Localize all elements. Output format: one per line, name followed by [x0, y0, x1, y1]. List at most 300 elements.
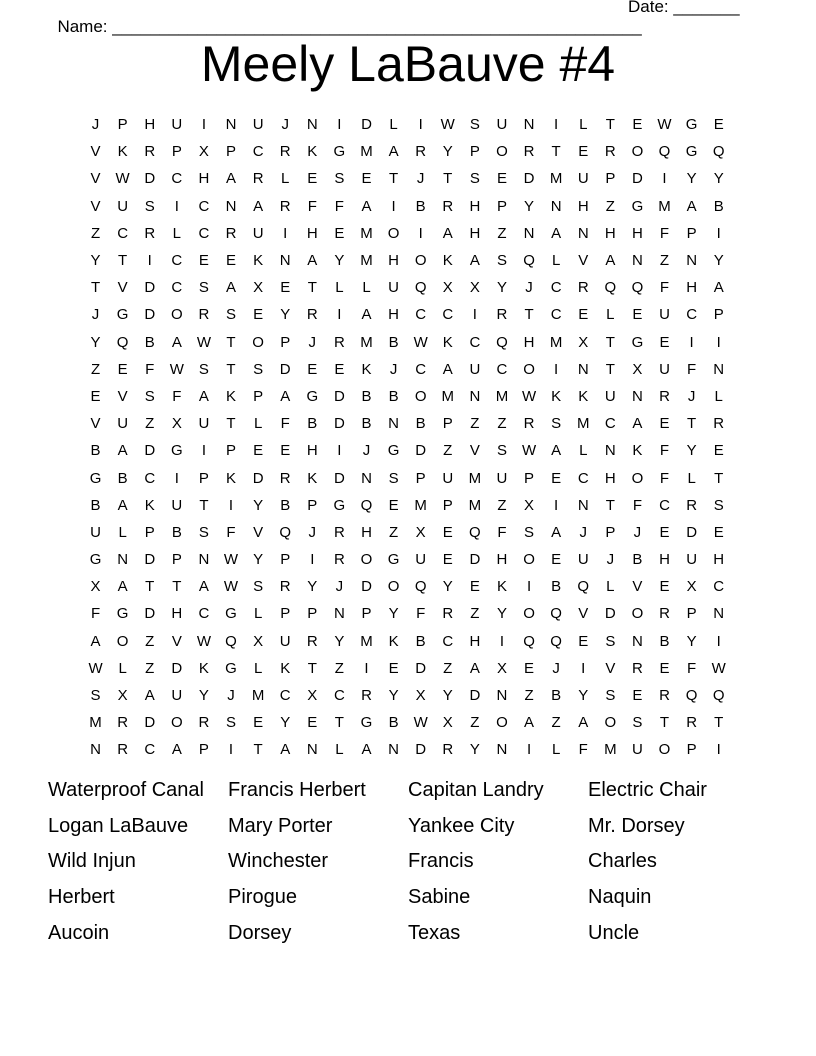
grid-letter: Q	[225, 632, 237, 650]
grid-letter: M	[495, 387, 509, 405]
grid-letter: E	[659, 578, 670, 596]
grid-letter: M	[360, 333, 373, 351]
grid-letter: T	[253, 741, 263, 759]
grid-letter: J	[416, 170, 425, 188]
grid-letter: T	[199, 496, 209, 514]
grid-letter: G	[360, 714, 373, 732]
grid-letter: H	[144, 116, 156, 134]
grid-letter: Q	[116, 333, 129, 351]
grid-letter: Z	[497, 224, 507, 242]
grid-letter: H	[388, 252, 399, 270]
grid-letter: W	[413, 333, 428, 351]
grid-letter: A	[171, 333, 182, 351]
word-list-item: Francis	[408, 850, 474, 873]
grid-letter: E	[307, 360, 318, 378]
grid-letter: N	[496, 741, 508, 759]
grid-letter: E	[334, 360, 345, 378]
grid-letter: H	[577, 197, 589, 215]
grid-letter: G	[89, 469, 102, 487]
grid-letter: O	[387, 224, 400, 242]
grid-letter: R	[198, 714, 210, 732]
grid-letter: E	[713, 523, 724, 541]
grid-letter: Y	[90, 252, 101, 270]
grid-letter: B	[361, 415, 372, 433]
grid-letter: A	[198, 387, 209, 405]
grid-letter: U	[469, 360, 481, 378]
grid-letter: E	[388, 659, 399, 677]
grid-letter: E	[578, 632, 589, 650]
grid-letter: O	[414, 387, 427, 405]
word-list-item: Waterproof Canal	[48, 779, 204, 801]
grid-letter: T	[388, 170, 399, 188]
grid-letter: A	[578, 714, 589, 732]
grid-letter: D	[415, 442, 427, 460]
grid-letter: M	[251, 687, 265, 705]
grid-letter: N	[90, 741, 101, 759]
grid-letter: E	[361, 170, 372, 188]
grid-letter: U	[252, 224, 264, 242]
grid-letter: Y	[469, 741, 480, 759]
grid-letter: Q	[550, 605, 562, 623]
grid-letter: D	[144, 279, 156, 297]
grid-letter: Y	[713, 252, 724, 270]
grid-letter: I	[716, 632, 721, 650]
grid-letter: N	[577, 360, 589, 378]
grid-letter: S	[334, 170, 345, 188]
grid-letter: I	[201, 116, 206, 134]
grid-letter: Z	[605, 197, 615, 215]
grid-letter: L	[687, 469, 696, 487]
grid-letter: B	[144, 333, 155, 351]
grid-letter: D	[604, 605, 616, 623]
grid-letter: P	[307, 605, 318, 623]
grid-letter: Y	[388, 687, 399, 705]
grid-letter: Z	[470, 605, 480, 623]
grid-letter: B	[361, 387, 372, 405]
grid-letter: N	[333, 605, 345, 623]
grid-letter: C	[171, 279, 183, 297]
grid-letter: O	[523, 605, 535, 623]
grid-letter: K	[280, 659, 291, 677]
grid-letter: R	[713, 415, 725, 433]
grid-letter: R	[604, 143, 616, 161]
grid-letter: Y	[442, 578, 453, 596]
grid-letter: Q	[658, 143, 671, 161]
grid-letter: W	[521, 387, 537, 405]
grid-letter: R	[144, 224, 156, 242]
grid-letter: E	[578, 143, 589, 161]
grid-letter: M	[468, 496, 482, 514]
grid-row	[82, 628, 732, 655]
grid-letter: X	[253, 279, 264, 297]
grid-letter: Y	[307, 578, 318, 596]
grid-letter: A	[361, 741, 372, 759]
grid-letter: X	[496, 659, 507, 677]
grid-letter: M	[549, 333, 563, 351]
grid-letter: C	[198, 197, 210, 215]
grid-letter: J	[633, 523, 642, 541]
grid-letter: R	[442, 605, 454, 623]
grid-letter: T	[307, 279, 317, 297]
grid-letter: I	[554, 116, 559, 134]
grid-letter: I	[228, 741, 234, 759]
grid-letter: Z	[90, 360, 101, 378]
grid-letter: F	[632, 496, 642, 514]
grid-letter: N	[713, 605, 725, 623]
grid-letter: A	[551, 523, 562, 541]
grid-letter: O	[387, 578, 400, 596]
grid-letter: N	[686, 252, 698, 270]
grid-letter: D	[632, 170, 643, 188]
grid-row	[82, 682, 732, 709]
grid-letter: P	[686, 741, 697, 759]
grid-letter: F	[578, 741, 588, 759]
grid-letter: E	[469, 578, 480, 596]
grid-letter: U	[442, 469, 454, 487]
grid-letter: A	[551, 442, 562, 460]
grid-letter: T	[172, 578, 182, 596]
grid-letter: I	[201, 442, 206, 460]
grid-letter: U	[117, 197, 129, 215]
grid-letter: S	[632, 714, 643, 732]
grid-letter: R	[279, 197, 291, 215]
grid-letter: I	[147, 252, 152, 270]
grid-letter: O	[631, 469, 644, 487]
grid-letter: T	[443, 170, 453, 188]
grid-letter: D	[144, 170, 156, 188]
grid-letter: O	[360, 551, 373, 569]
grid-letter: A	[280, 741, 291, 759]
grid-row	[82, 464, 732, 491]
grid-letter: O	[631, 605, 644, 623]
grid-letter: T	[605, 496, 615, 514]
grid-letter: L	[606, 578, 615, 596]
grid-letter: I	[364, 659, 369, 677]
grid-letter: R	[279, 143, 291, 161]
grid-letter: R	[632, 659, 643, 677]
grid-letter: P	[226, 442, 237, 460]
grid-letter: F	[307, 197, 317, 215]
grid-letter: X	[524, 496, 535, 514]
grid-letter: Q	[496, 333, 508, 351]
grid-letter: I	[418, 116, 423, 134]
grid-letter: O	[170, 306, 183, 324]
grid-letter: Q	[523, 632, 535, 650]
grid-letter: A	[469, 659, 480, 677]
grid-letter: T	[524, 306, 534, 324]
word-list-item: Francis Herbert	[228, 779, 366, 801]
grid-letter: I	[174, 469, 179, 487]
grid-letter: A	[686, 197, 697, 215]
grid-letter: T	[90, 279, 101, 297]
grid-row	[82, 492, 732, 519]
grid-letter: A	[361, 197, 372, 215]
grid-letter: O	[523, 360, 535, 378]
grid-letter: T	[307, 659, 317, 677]
grid-letter: J	[227, 687, 235, 705]
grid-letter: E	[659, 523, 670, 541]
grid-letter: R	[333, 551, 345, 569]
grid-letter: N	[496, 687, 508, 705]
grid-letter: N	[604, 442, 616, 460]
grid-letter: I	[526, 578, 532, 596]
grid-letter: S	[388, 469, 399, 487]
grid-letter: X	[415, 523, 426, 541]
grid-letter: L	[606, 306, 615, 324]
grid-letter: J	[335, 578, 344, 596]
grid-letter: S	[524, 523, 535, 541]
grid-row	[82, 111, 732, 138]
grid-row	[82, 301, 732, 328]
word-list-item: Capitan Landry	[408, 779, 544, 801]
grid-letter: L	[551, 252, 561, 270]
grid-letter: H	[496, 551, 508, 569]
grid-letter: Y	[686, 170, 697, 188]
grid-letter: I	[716, 333, 721, 351]
grid-row	[82, 247, 732, 274]
grid-letter: K	[117, 143, 128, 161]
date-field-label: Date: _______	[628, 0, 740, 16]
grid-letter: P	[280, 605, 291, 623]
grid-letter: P	[198, 741, 209, 759]
grid-letter: P	[605, 170, 616, 188]
grid-letter: Z	[443, 442, 453, 460]
grid-letter: B	[415, 197, 426, 215]
grid-letter: D	[686, 523, 698, 541]
grid-letter: U	[252, 116, 264, 134]
grid-letter: R	[659, 687, 670, 705]
grid-letter: B	[388, 714, 399, 732]
grid-letter: V	[632, 578, 643, 596]
grid-letter: A	[198, 578, 209, 596]
grid-letter: R	[306, 306, 318, 324]
grid-letter: L	[253, 605, 263, 623]
grid-letter: X	[253, 632, 264, 650]
grid-letter: F	[280, 415, 290, 433]
grid-letter: C	[279, 687, 291, 705]
grid-row	[82, 165, 732, 192]
grid-letter: C	[252, 143, 264, 161]
grid-letter: S	[713, 496, 724, 514]
grid-letter: N	[361, 469, 372, 487]
grid-letter: G	[116, 605, 129, 623]
grid-letter: V	[469, 442, 480, 460]
grid-letter: P	[117, 116, 128, 134]
grid-letter: D	[361, 578, 372, 596]
grid-letter: C	[604, 415, 616, 433]
grid-row	[82, 655, 732, 682]
grid-letter: K	[361, 360, 372, 378]
grid-letter: D	[144, 605, 156, 623]
grid-letter: U	[496, 469, 508, 487]
grid-letter: P	[524, 469, 535, 487]
grid-letter: K	[307, 143, 318, 161]
grid-letter: H	[469, 197, 481, 215]
grid-letter: E	[253, 306, 264, 324]
letter-grid	[82, 111, 732, 764]
grid-letter: Z	[388, 523, 399, 541]
grid-letter: C	[198, 605, 210, 623]
grid-letter: V	[605, 659, 616, 677]
grid-letter: G	[631, 197, 644, 215]
grid-letter: U	[686, 551, 698, 569]
grid-letter: G	[631, 333, 644, 351]
grid-letter: N	[225, 116, 237, 134]
grid-letter: C	[469, 333, 481, 351]
grid-letter: R	[577, 279, 589, 297]
grid-letter: O	[170, 714, 183, 732]
grid-letter: M	[360, 143, 373, 161]
grid-letter: A	[117, 578, 128, 596]
grid-letter: U	[117, 415, 129, 433]
grid-letter: V	[253, 523, 264, 541]
grid-letter: J	[362, 442, 371, 460]
grid-letter: B	[280, 496, 291, 514]
grid-letter: P	[253, 387, 264, 405]
grid-row	[82, 220, 732, 247]
grid-letter: V	[90, 197, 101, 215]
grid-letter: G	[685, 116, 698, 134]
grid-letter: S	[198, 279, 209, 297]
grid-row	[82, 546, 732, 573]
grid-letter: A	[442, 360, 453, 378]
grid-letter: F	[687, 659, 697, 677]
word-list	[48, 778, 768, 946]
grid-letter: O	[604, 714, 617, 732]
grid-letter: Z	[145, 659, 155, 677]
grid-letter: B	[388, 387, 399, 405]
grid-letter: I	[716, 741, 721, 759]
grid-letter: M	[549, 170, 563, 188]
grid-letter: V	[117, 387, 128, 405]
grid-letter: X	[632, 360, 643, 378]
grid-letter: V	[171, 632, 182, 650]
grid-letter: R	[686, 496, 698, 514]
grid-letter: C	[144, 741, 156, 759]
grid-letter: J	[308, 333, 317, 351]
grid-letter: G	[333, 143, 346, 161]
grid-letter: N	[469, 387, 481, 405]
grid-letter: K	[388, 632, 399, 650]
grid-letter: E	[632, 687, 643, 705]
word-list-item: Yankee City	[408, 814, 515, 837]
grid-letter: R	[117, 714, 129, 732]
grid-letter: F	[659, 224, 670, 242]
grid-letter: R	[117, 741, 129, 759]
grid-letter: W	[196, 632, 211, 650]
grid-letter: T	[659, 714, 670, 732]
grid-letter: W	[440, 116, 455, 134]
grid-letter: C	[171, 170, 183, 188]
grid-letter: P	[686, 224, 697, 242]
grid-letter: T	[687, 415, 697, 433]
word-list-item: Aucoin	[48, 921, 110, 944]
grid-letter: T	[118, 252, 128, 270]
grid-letter: D	[361, 116, 372, 134]
grid-letter: N	[550, 197, 562, 215]
grid-letter: H	[632, 224, 643, 242]
grid-letter: R	[306, 632, 318, 650]
grid-letter: B	[551, 687, 562, 705]
grid-letter: R	[686, 714, 698, 732]
grid-letter: V	[578, 605, 589, 623]
grid-letter: X	[171, 415, 182, 433]
grid-letter: K	[632, 442, 643, 460]
grid-letter: E	[551, 551, 562, 569]
grid-letter: E	[307, 714, 318, 732]
grid-letter: A	[361, 306, 372, 324]
grid-letter: G	[225, 659, 237, 677]
grid-letter: P	[442, 496, 453, 514]
grid-letter: T	[605, 333, 615, 351]
grid-letter: I	[526, 741, 532, 759]
grid-letter: X	[415, 687, 426, 705]
grid-letter: D	[333, 415, 345, 433]
grid-letter: J	[552, 659, 560, 677]
grid-letter: S	[496, 252, 507, 270]
grid-letter: Y	[442, 687, 453, 705]
grid-letter: X	[117, 687, 128, 705]
grid-letter: G	[170, 442, 183, 460]
grid-letter: E	[659, 415, 670, 433]
grid-letter: Q	[685, 687, 698, 705]
grid-letter: D	[171, 659, 183, 677]
grid-letter: W	[88, 659, 103, 677]
grid-letter: E	[117, 360, 128, 378]
grid-letter: W	[196, 333, 211, 351]
grid-letter: A	[144, 687, 155, 705]
grid-letter: O	[116, 632, 129, 650]
grid-letter: R	[333, 523, 345, 541]
word-list-item: Mr. Dorsey	[588, 814, 685, 837]
grid-letter: S	[469, 170, 480, 188]
grid-letter: Y	[578, 687, 589, 705]
grid-letter: A	[253, 197, 264, 215]
grid-letter: R	[415, 143, 427, 161]
grid-letter: F	[226, 523, 236, 541]
grid-letter: A	[226, 170, 237, 188]
grid-letter: A	[307, 252, 318, 270]
grid-letter: H	[198, 170, 210, 188]
grid-letter: F	[90, 605, 101, 623]
grid-letter: R	[144, 143, 156, 161]
word-list-item: Pirogue	[228, 886, 297, 909]
grid-letter: Q	[604, 279, 617, 297]
grid-letter: Z	[659, 252, 670, 270]
grid-letter: E	[253, 714, 264, 732]
word-list-item: Texas	[408, 921, 461, 944]
grid-letter: B	[117, 469, 128, 487]
grid-letter: J	[281, 116, 289, 134]
grid-letter: O	[631, 143, 644, 161]
grid-letter: P	[171, 143, 182, 161]
grid-letter: Q	[469, 523, 481, 541]
grid-letter: L	[118, 523, 127, 541]
grid-letter: Y	[198, 687, 209, 705]
grid-letter: S	[198, 523, 209, 541]
grid-letter: A	[442, 224, 453, 242]
grid-letter: A	[90, 632, 101, 650]
grid-letter: U	[415, 551, 427, 569]
grid-letter: O	[496, 714, 508, 732]
grid-letter: M	[576, 415, 590, 433]
grid-letter: P	[171, 551, 182, 569]
grid-letter: N	[388, 415, 399, 433]
grid-letter: R	[442, 197, 454, 215]
grid-letter: C	[550, 279, 562, 297]
grid-letter: F	[659, 279, 670, 297]
grid-letter: Y	[334, 632, 345, 650]
